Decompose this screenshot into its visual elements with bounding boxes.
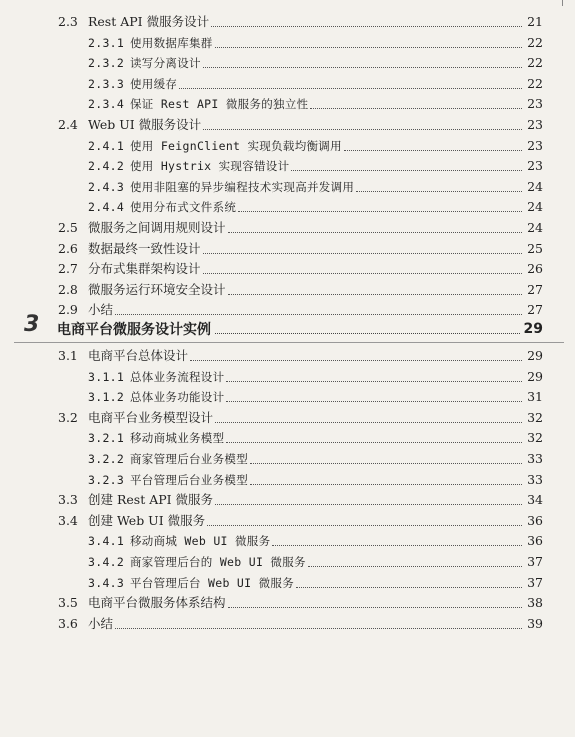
chapter-title: 电商平台微服务设计实例 [57, 322, 211, 338]
toc-entry-title: 电商平台微服务体系结构 [88, 595, 226, 611]
toc-entry-number: 3.3 [58, 492, 78, 508]
toc-entry-title: 移动商城业务模型 [130, 431, 225, 446]
toc-entry[interactable] [0, 531, 575, 551]
toc-entry-page: 32 [527, 430, 543, 446]
toc-entry-leader [88, 408, 525, 428]
toc-entry-page: 29 [527, 368, 543, 384]
toc-entry-page: 31 [527, 389, 543, 405]
toc-entry-leader [130, 552, 525, 572]
toc-entry-number: 3.1 [58, 348, 78, 363]
chapter-page: 29 [523, 321, 543, 337]
leader-dots [203, 272, 522, 274]
chapter-leader-dots [215, 332, 520, 334]
toc-entry-number: 3.5 [58, 595, 78, 611]
chapter-rule [14, 342, 564, 343]
toc-entry[interactable] [0, 218, 575, 238]
toc-entry[interactable] [0, 115, 575, 135]
toc-entry-leader [88, 593, 525, 613]
chapter-number: 3 [24, 312, 40, 337]
toc-entry-title: 使用非阻塞的异步编程技术实现高并发调用 [130, 179, 355, 194]
toc-entry[interactable] [0, 53, 575, 73]
toc-entry-page: 37 [527, 554, 543, 569]
toc-entry-leader [88, 12, 525, 32]
toc-entry-leader [130, 531, 525, 551]
toc-entry-page: 23 [527, 158, 543, 174]
toc-entry-leader [130, 470, 525, 490]
toc-entry-number: 3.2 [58, 409, 78, 425]
toc-entry-leader [88, 614, 525, 634]
toc-entry-title: 创建 Web UI 微服务 [88, 512, 206, 528]
toc-entry-number: 2.4.1 [88, 138, 125, 153]
leader-dots [228, 293, 522, 295]
toc-entry-number: 2.7 [58, 261, 78, 277]
toc-entry-title: 总体业务功能设计 [130, 390, 225, 405]
leader-dots [296, 586, 522, 588]
toc-entry-number: 2.9 [58, 302, 78, 318]
toc-entry[interactable] [0, 573, 575, 593]
toc-entry[interactable] [0, 428, 575, 448]
leader-dots [291, 169, 522, 171]
toc-entry-page: 27 [527, 281, 543, 297]
toc-entry-number: 2.3 [58, 14, 78, 29]
toc-entry-title: 移动商城 Web UI 微服务 [130, 534, 271, 549]
toc-entry-page: 26 [527, 261, 543, 277]
toc-entry-number: 2.8 [58, 281, 78, 297]
toc-entry[interactable] [0, 552, 575, 572]
toc-entry[interactable] [0, 490, 575, 510]
leader-dots [308, 565, 522, 567]
toc-entry-title: 小结 [88, 615, 114, 631]
toc-entry-leader [88, 259, 525, 279]
toc-entry-leader [88, 346, 525, 366]
leader-dots [250, 483, 522, 485]
toc-entry-page: 37 [527, 574, 543, 590]
toc-entry-leader [130, 449, 525, 469]
leader-dots [211, 25, 522, 27]
toc-entry-title: 使用缓存 [130, 76, 178, 91]
toc-entry-number: 3.1.2 [88, 390, 125, 405]
toc-entry-title: 微服务之间调用规则设计 [88, 220, 226, 235]
toc-entry-number: 3.4 [58, 512, 78, 528]
leader-dots [226, 441, 522, 443]
toc-entry-title: 使用数据库集群 [130, 35, 213, 50]
toc-entry-page: 21 [527, 14, 543, 29]
toc-entry-title: 总体业务流程设计 [130, 369, 225, 384]
toc-entry[interactable] [0, 614, 575, 634]
toc-entry[interactable] [0, 12, 575, 32]
toc-entry-page: 22 [527, 34, 543, 50]
toc-entry-leader [130, 136, 525, 156]
toc-entry[interactable] [0, 367, 575, 387]
toc-entry[interactable] [0, 94, 575, 114]
toc-entry[interactable] [0, 259, 575, 279]
toc-entry-number: 3.1.1 [88, 369, 125, 384]
toc-entry-page: 33 [527, 451, 543, 466]
toc-entry[interactable] [0, 177, 575, 197]
toc-entry[interactable] [0, 449, 575, 469]
leader-dots [203, 128, 522, 130]
toc-entry-title: 微服务运行环境安全设计 [88, 281, 226, 297]
toc-entry-page: 36 [527, 533, 543, 549]
leader-dots [356, 190, 522, 192]
toc-entry-leader [130, 33, 525, 53]
toc-entry-number: 2.4 [58, 117, 78, 132]
toc-entry-title: 商家管理后台业务模型 [130, 452, 248, 466]
toc-entry-page: 24 [527, 178, 543, 194]
toc-entry-page: 24 [527, 199, 543, 215]
toc-entry[interactable] [0, 593, 575, 613]
toc-entry-page: 27 [527, 302, 543, 318]
toc-entry-number: 3.4.3 [88, 575, 125, 590]
toc-entry-number: 2.4.4 [88, 200, 125, 215]
toc-entry-leader [88, 511, 525, 531]
toc-entry-leader [130, 94, 525, 114]
toc-entry-number: 2.6 [58, 240, 78, 256]
toc-entry-title: 分布式集群架构设计 [88, 261, 201, 277]
leader-dots [250, 462, 522, 464]
toc-entry-title: Rest API 微服务设计 [88, 14, 210, 29]
toc-entry-leader [130, 53, 525, 73]
toc-entry-page: 25 [527, 240, 543, 256]
leader-dots [228, 606, 522, 608]
toc-entry[interactable] [0, 156, 575, 176]
leader-dots [215, 46, 522, 48]
toc-entry-title: 数据最终一致性设计 [88, 240, 201, 256]
leader-dots [272, 544, 522, 546]
toc-entry-leader [130, 177, 525, 197]
toc-entry-title: 创建 Rest API 微服务 [88, 492, 214, 508]
leader-dots [190, 359, 522, 361]
toc-entry-leader [130, 156, 525, 176]
toc-entry[interactable] [0, 239, 575, 259]
toc-entry-number: 2.3.3 [88, 76, 125, 91]
toc-entry-page: 22 [527, 75, 543, 91]
toc-entry[interactable] [0, 470, 575, 490]
toc-entry-leader [130, 197, 525, 217]
toc-entry-title: 电商平台总体设计 [88, 348, 189, 363]
toc-entry-leader [130, 74, 525, 94]
toc-entry[interactable] [0, 280, 575, 300]
toc-entry-leader [88, 218, 525, 238]
toc-entry-page: 32 [527, 409, 543, 425]
toc-entry-page: 39 [527, 615, 543, 631]
toc-entry-title: 读写分离设计 [130, 56, 201, 71]
toc-entry-title: 商家管理后台的 Web UI 微服务 [130, 555, 306, 569]
toc-entry-number: 2.3.4 [88, 97, 125, 112]
toc-entry-number: 3.2.1 [88, 431, 125, 446]
leader-dots [226, 380, 522, 382]
leader-dots [226, 400, 522, 402]
toc-entry-leader [130, 387, 525, 407]
toc-entry-title: 使用分布式文件系统 [130, 200, 237, 215]
toc-entry-leader [130, 367, 525, 387]
toc-entry[interactable] [0, 346, 575, 366]
toc-entry-title: 电商平台业务模型设计 [88, 409, 214, 425]
toc-entry-leader [88, 280, 525, 300]
toc-entry-number: 3.6 [58, 615, 78, 631]
chapter-title-row [57, 318, 543, 340]
toc-entry[interactable] [0, 408, 575, 428]
toc-entry-title: 使用 Hystrix 实现容错设计 [130, 159, 290, 174]
toc-entry[interactable] [0, 197, 575, 217]
toc-entry-number: 2.4.2 [88, 159, 125, 174]
leader-dots [344, 149, 522, 151]
toc-entry[interactable] [0, 74, 575, 94]
toc-entry-title: 平台管理后台业务模型 [130, 472, 248, 487]
toc-entry-page: 33 [527, 471, 543, 487]
toc-entry-leader [88, 490, 525, 510]
toc-entry-page: 34 [527, 492, 543, 508]
toc-entry-number: 3.4.1 [88, 534, 125, 549]
leader-dots [207, 524, 522, 526]
toc-entry-page: 29 [527, 348, 543, 363]
toc-entry-number: 2.5 [58, 220, 78, 235]
leader-dots [215, 421, 522, 423]
toc-entry-title: 使用 FeignClient 实现负载均衡调用 [130, 138, 342, 153]
toc-entry-number: 2.3.1 [88, 35, 125, 50]
toc-entry-page: 23 [527, 117, 543, 132]
toc-entry-leader [130, 428, 525, 448]
leader-dots [115, 627, 522, 629]
toc-entry-number: 3.2.2 [88, 452, 125, 466]
leader-dots [238, 210, 522, 212]
toc-entry-page: 24 [527, 220, 543, 235]
toc-entry-page: 23 [527, 137, 543, 153]
leader-dots [215, 503, 522, 505]
leader-dots [179, 87, 522, 89]
toc-entry[interactable] [0, 33, 575, 53]
toc-entry[interactable] [0, 136, 575, 156]
chapter-heading[interactable] [0, 314, 575, 344]
toc-entry-number: 3.4.2 [88, 555, 125, 569]
toc-entry[interactable] [0, 387, 575, 407]
toc-entry-title: 小结 [88, 302, 114, 318]
toc-entry-leader [130, 573, 525, 593]
leader-dots [203, 252, 522, 254]
toc-entry-title: Web UI 微服务设计 [88, 117, 202, 132]
leader-dots [310, 107, 522, 109]
toc-entry-page: 36 [527, 512, 543, 528]
toc-entry-page: 38 [527, 595, 543, 611]
page-edge-mark [562, 0, 563, 6]
toc-entry-number: 3.2.3 [88, 472, 125, 487]
leader-dots [228, 231, 522, 233]
toc-entry-title: 平台管理后台 Web UI 微服务 [130, 575, 294, 590]
toc-entry-leader [88, 115, 525, 135]
toc-entry-number: 2.4.3 [88, 179, 125, 194]
toc-entry-page: 22 [527, 55, 543, 71]
leader-dots [203, 66, 522, 68]
toc-entry-leader [88, 239, 525, 259]
toc-entry-title: 保证 Rest API 微服务的独立性 [130, 97, 309, 112]
toc-entry-page: 23 [527, 96, 543, 112]
toc-entry[interactable] [0, 511, 575, 531]
toc-entry-number: 2.3.2 [88, 56, 125, 71]
